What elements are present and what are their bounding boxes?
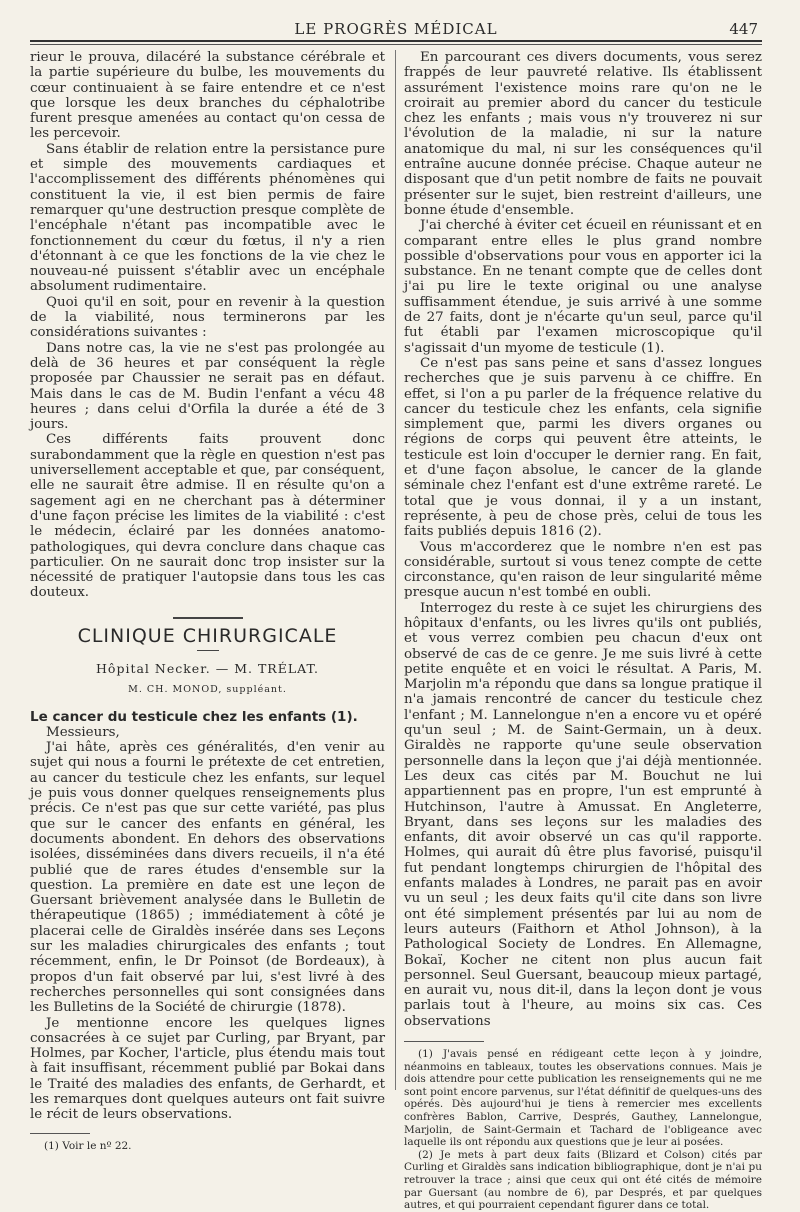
paragraph: Interrogez du reste à ce sujet les chirurgiens des hôpitaux d'enfants, ou les livres qu'ils ont publiés, et vous verrez combien peu chacun d'eux ont observé de cas de ce genre. Je me suis livré à cette petite enquête et en voici le résultat. A Paris, M. Marjolin m'a répondu que dans sa longue pratique il n'a jamais rencontré de cancer du testicule chez l'enfant ; M. Lannelongue n'en a encore vu et opéré qu'un seul ; M. de Saint-Germain, un à deux. Giraldès ne rapporte qu'une seule observation personnelle dans la leçon que j'ai déjà mentionnée. Les deux cas cités par M. Bouchut ne lui appartiennent pas en propre, l'un est emprunté à Hutchinson, l'autre à Amussat. En Angleterre, Bryant, dans ses leçons sur les maladies des enfants, dit avoir observé un cas qu'il rapporte. Holmes, qui aurait dû être plus favorisé, puisqu'il fut pendant longtemps chirurgien de l'hôpital des enfants malades à Londres, ne parait pas en avoir vu un seul ; les deux faits qu'il cite dans son livre ont été simplement présentés par lui au nom de leurs auteurs (Faithorn et Athol Johnson), à la Pathological Society de Londres. En Allemagne, Bokaï, Kocher ne citent non plus aucun fait personnel. Seul Guersant, beaucoup mieux partagé, en aurait vu, nous dit-il, dans la leçon dont je vous parlais tout à l'heure, au moins six cas. Ces observations (404, 600, 762, 1029)
column-divider (395, 50, 396, 1090)
footnote-left (30, 1140, 385, 1153)
paragraph: En parcourant ces divers documents, vous serez frappés de leur pauvreté relative. Ils établissent assurément l'existence moins rare qu'on ne le croirait au premier abord du cancer du testicule chez les enfants ; mais vous n'y trouverez ni sur l'évolution de la maladie, ni sur la nature anatomique du mal, ni sur les conséquences qu'il entraîne aucune donnée précise. Chaque auteur ne disposant que d'un petit nombre de faits ne pouvait présenter sur le sujet, bien restreint d'ailleurs, une bonne étude d'ensemble. (404, 50, 762, 218)
paragraph: J'ai cherché à éviter cet écueil en réunissant et en comparant entre elles le plus grand nombre possible d'observations pour vous en apporter ici la substance. En ne tenant compte que de celles dont j'ai pu lire le texte original ou une analyse suffisamment étendue, je suis arrivé à une somme de 27 faits, dont je n'écarte qu'un seul, parce qu'il fut établi par l'examen microscopique qu'il s'agissait d'un myome de testicule (1). (404, 218, 762, 356)
journal-title: LE PROGRÈS MÉDICAL (294, 20, 498, 38)
paragraph: Quoi qu'il en soit, pour en revenir à la question de la viabilité, nous terminerons par les considérations suivantes : (30, 294, 385, 341)
running-header (28, 14, 764, 38)
header-rule (30, 40, 762, 42)
paragraph: Ce n'est pas sans peine et sans d'assez longues recherches que je suis parvenu à ce chiffre. En effet, si l'on a pu parler de la fréquence relative du cancer du testicule chez les enfants, cela signifie simplement que, parmi les divers organes ou régions de corps qui peuvent être atteints, le testicule est loin d'occuper le dernier rang. En fait, et d'une façon absolue, le cancer de la glande séminale chez l'enfant est d'une extrême rareté. Le total que je vous donnai, il y a un instant, représente, à peu de chose près, celui de tous les faits publiés depuis 1816 (2). (404, 355, 762, 540)
footnote-rule (30, 1133, 90, 1134)
footnotes-right (404, 1048, 762, 1212)
footnote-text: (1) J'avais pensé en rédigeant cette leçon à y joindre, néanmoins en tableaux, toutes les observations connues. Mais je dois attendre pour cette publication les renseignements qui ne me sont point encore parvenus, sur l'état définitif de quelques-uns des opérés. Dès aujourd'hui je tiens à remercier mes excellents confrères Bablon, Carrive, Després, Gauthey, Lannelongue, Marjolin, de Saint-Germain et Tachard de l'obligeance avec laquelle ils ont répondu aux questions que je leur ai posées. (404, 1048, 762, 1149)
ornament-divider (30, 611, 385, 621)
paragraph: Sans établir de relation entre la persistance pure et simple des mouvements cardiaques et l'accomplissement des différents phénomènes qui constituent la vie, il est bien permis de faire remarquer qu'une destruction presque complète de l'encéphale n'étant pas incompatible avec le fonctionnement du cœur du fœtus, il n'y a rien d'étonnant à ce que les fonctions de la vie chez le nouveau-né puissent s'établir avec un encéphale absolument rudimentaire. (30, 141, 385, 295)
footnote-rule (404, 1041, 484, 1042)
left-column (30, 50, 385, 1152)
paragraph: Dans notre cas, la vie ne s'est pas prolongée au delà de 36 heures et par conséquent la règle proposée par Chaussier ne serait pas en défaut. Mais dans le cas de M. Budin l'enfant a vécu 48 heures ; dans celui d'Orfila la durée a été de 3 jours. (30, 340, 385, 433)
article-title: Le cancer du testicule chez les enfants (1). (30, 708, 358, 725)
hospital-line: Hôpital Necker. — M. TRÉLAT. (96, 660, 319, 676)
footnote-text: (1) Voir le nº 22. (44, 1139, 132, 1152)
short-rule (197, 650, 219, 651)
paragraph: Ces différents faits prouvent donc surabondamment que la règle en question n'est pas universellement acceptable et que, par conséquent, elle ne saurait être admise. Il en résulte qu'on a sagement agi en ne cherchant pas à déterminer d'une façon précise les limites de la viabilité : c'est le médecin, éclairé par les données anatomo-pathologiques, qui devra conclure dans chaque cas particulier. On ne saurait donc trop insister sur la nécessité de pratiquer l'autopsie dans tous les cas douteux. (30, 432, 385, 601)
salutation: Messieurs, (46, 724, 120, 740)
header-rule-thin (30, 44, 762, 45)
paragraph: J'ai hâte, après ces généralités, d'en venir au sujet qui nous a fourni le prétexte de cet entretien, au cancer du testicule chez les enfants, sur lequel je puis vous donner quelques renseignements plus précis. Ce n'est pas que sur cette variété, pas plus que sur le cancer des enfants en général, les documents abondent. En dehors des observations isolées, disséminées dans divers recueils, il n'a été publié que de rares études d'ensemble sur la question. La première en date est une leçon de Guersant brièvement analysée dans le Bulletin de thérapeutique (1865) ; immédiatement à côté je placerai celle de Giraldès insérée dans ses Leçons sur les maladies chirurgicales des enfants ; tout récemment, enfin, le Dr Poinsot (de Bordeaux), à propos d'un fait observé par lui, s'est livré à des recherches personnelles qui sont consignées dans les Bulletins de la Société de chirurgie (1878). (30, 740, 385, 1016)
substitute-line: M. CH. MONOD, suppléant. (128, 684, 287, 696)
footnote-text: (2) Je mets à part deux faits (Blizard et Colson) cités par Curling et Giraldès sans indication bibliographique, dont je n'ai pu retrouver la trace ; ainsi que ceux qui ont été cités de mémoire par Guersant (au nombre de 6), par Després, et par quelques autres, et qui pourraient cependant figurer dans ce total. (404, 1148, 762, 1212)
paragraph: rieur le prouva, dilacéré la substance cérébrale et la partie supérieure du bulbe, les mouvements du cœur continuaient à se faire entendre et ce n'est que lorsque les deux branches du céphalotribe furent presque amenées au contact qu'on cessa de les percevoir. (30, 50, 385, 142)
right-column (404, 50, 762, 1212)
paragraph: Vous m'accorderez que le nombre n'en est pas considérable, surtout si vous tenez compte de cette circonstance, qu'en raison de leur singularité même presque aucun n'est tombé en oubli. (404, 539, 762, 601)
page-number: 447 (729, 20, 758, 38)
section-title: CLINIQUE CHIRURGICALE (77, 624, 338, 647)
paragraph: Je mentionne encore les quelques lignes consacrées à ce sujet par Curling, par Bryant, par Holmes, par Kocher, l'article, plus étendu mais tout à fait insuffisant, récemment publié par Bokai dans le Traité des maladies des enfants, de Gerhardt, et les remarques dont quelques auteurs ont fait suivre le récit de leurs observations. (30, 1015, 385, 1123)
